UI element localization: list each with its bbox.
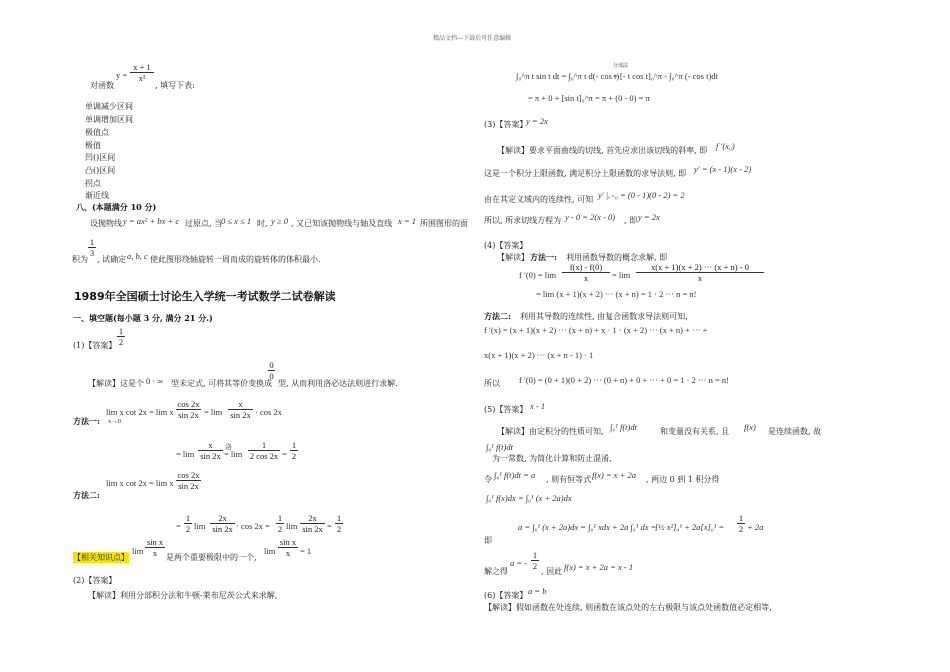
m2-expr: lim x cot 2x = lim x	[106, 478, 174, 488]
indeterminate-form: 0 · ∞	[146, 376, 164, 386]
m2-fraction: cos 2x sin 2x	[177, 470, 200, 491]
table-item: 极值	[85, 141, 101, 150]
function-denominator: x²	[138, 73, 146, 83]
m1-expr: = lim	[176, 449, 195, 459]
m1-result: 1 2	[291, 440, 297, 461]
page-header-note: 精品文档---下载后可任意编辑	[433, 35, 512, 42]
table-item: 单调减少区间	[85, 102, 133, 111]
answer-3-value: y = 2x	[526, 116, 548, 126]
e5-text: , 因此	[541, 567, 563, 576]
e4-result-line: = lim (x + 1)(x + 2) ··· (x + n) = 1 · 2 ··· n = n!	[536, 289, 697, 299]
rel-result: = 1	[300, 546, 312, 556]
function-intro-tail: , 填写下表:	[155, 81, 195, 90]
main-title: 1989年全国硕士讨论生入学统一考试数学二试卷解读	[74, 290, 336, 303]
function-y: y =	[116, 70, 128, 80]
m2-expr: · cos 2x =	[236, 521, 270, 531]
e3-text: 所以, 所求切线方程为	[484, 216, 562, 225]
e5-equation: f(x) = x + 2a	[592, 470, 637, 480]
section-1-heading: 一、填空题(每小题 3 分, 满分 21 分.)	[73, 313, 213, 323]
e5-integral: ∫₀¹ f(t)dt	[610, 422, 637, 432]
q8-condition: y ≥ 0	[271, 216, 288, 226]
e5-text: 令	[484, 475, 492, 484]
m2-expr: lim	[194, 521, 206, 531]
answer-2-label: (2)【答案】	[73, 576, 117, 585]
answer-1-label: (1)【答案】	[73, 341, 117, 350]
e4-text: 所以	[484, 379, 500, 388]
rel-fraction: sin x x	[279, 537, 297, 558]
integral-line-1b: = [- t cos t]₀^π - ∫₀^π (- cos t)dt	[613, 71, 718, 81]
function-intro-label: 对函数	[90, 81, 114, 90]
e3-text: 【解读】要求平面曲线的切线, 首先应求出该切线的斜率, 即	[497, 146, 708, 155]
lhopital-mark: 洛	[225, 443, 232, 451]
q8-text: 时,	[257, 219, 268, 228]
expl-text: 型未定式, 可将其等价变换成	[171, 379, 273, 388]
e6-text: 【解读】假如函数在处连续, 则函数在该点处的左右极限与该点处函数值必定相等,	[484, 603, 772, 612]
method-2-label: 方法二:	[73, 490, 100, 500]
e3-derivative: f ′(x₀)	[716, 141, 735, 151]
m1-fraction: cos 2x sin 2x	[177, 399, 200, 420]
e3-text: , 即	[624, 216, 638, 225]
answer-3-label: (3)【答案】	[484, 120, 528, 129]
m1-expr: =	[282, 449, 287, 459]
e5-text: , 则有恒等式	[546, 475, 592, 484]
m1-fraction: x sin 2x	[228, 399, 253, 420]
m1-expr: = lim	[224, 449, 243, 459]
expl-text: 【解读】这是个	[88, 379, 144, 388]
rel-lim: lim	[132, 546, 144, 556]
e3-text: 由在其定义域内的连续性, 可知	[484, 195, 594, 204]
e3-text: 这是一个积分上限函数, 满足积分上限函数的求导法则, 即	[484, 169, 687, 178]
e5-text: 【解读】由定积分的性质可知,	[497, 427, 604, 436]
q8-text: 使此图形绕轴旋转一周而成的旋转体的体积最小.	[150, 255, 321, 264]
answer-6-label: (6)【答案】	[484, 591, 528, 600]
expl-text: 型, 从而利用洛必达法则进行求解.	[278, 379, 398, 388]
by-parts-mark: 分部法	[613, 64, 629, 69]
e4-text: 利用其导数的连续性, 由复合函数求导法则可知,	[520, 312, 688, 321]
answer-5-label: (5)【答案】	[484, 405, 528, 414]
q8-text: , 试确定	[97, 255, 127, 264]
answer-1-fraction: 1 2	[118, 326, 124, 347]
rel-text: 是两个重要极限中的一个,	[166, 553, 257, 562]
q8-text: 所围图形的面	[420, 219, 468, 228]
e4-derivative-def: = lim	[612, 270, 631, 280]
e5-fraction: 1 2	[532, 550, 538, 571]
m1-fraction: 1 2 cos 2x	[249, 440, 279, 461]
answer-5-value: x - 1	[530, 401, 546, 411]
e4-text: 利用函数导数的概念求解, 即	[566, 253, 668, 262]
lim-subscript: x→0	[108, 418, 121, 425]
q8-range: 0 ≤ x ≤ 1	[221, 216, 252, 226]
e4-method-1: 方法一:	[530, 252, 557, 262]
e5-long-equation: + 2a	[747, 522, 764, 532]
e3-equation: y - 0 = 2(x - 0)	[565, 212, 616, 222]
q8-line-x1: x = 1	[398, 216, 417, 226]
m2-expr: lim	[286, 521, 298, 531]
e5-text: 即	[484, 536, 492, 545]
e3-equation: y′ |ₓ₌₀ = (0 - 1)(0 - 2) = 2	[598, 190, 685, 200]
m2-expr: =	[176, 521, 181, 531]
rel-lim: lim	[264, 546, 276, 556]
q8-parabola: y = ax² + bx + c	[123, 216, 180, 226]
zero-over-zero: 0 0	[269, 360, 274, 381]
rel-fraction: sin x x	[146, 537, 164, 558]
e5-equation: ∫₀¹ f(x)dx = ∫₀¹ (x + 2a)dx	[486, 493, 572, 503]
e5-text: 和变量没有关系, 且	[660, 427, 730, 436]
answer-4-label: (4)【答案】	[484, 241, 528, 250]
table-item: 凹()区间	[85, 153, 116, 162]
table-item: 渐近线	[85, 191, 109, 200]
m2-fraction: 1 2	[185, 513, 191, 534]
e5-long-equation: [½ x²]₀¹ + 2a[x]₀¹ =	[655, 522, 725, 532]
integral-line-1: ∫₀^π t sin t dt = ∫₀^π t d(- cos t)	[516, 71, 620, 81]
table-item: 单调增加区间	[85, 115, 133, 124]
e5-text: 解之得	[484, 567, 508, 576]
m1-fraction: x sin 2x	[198, 440, 223, 461]
m1-expr: · cos 2x	[255, 407, 282, 417]
m1-expr: lim x cot 2x = lim x	[106, 407, 174, 417]
e5-solution: f(x) = x + 2a = x - 1	[564, 562, 634, 572]
e4-fraction: x(x + 1)(x + 2) ··· (x + n) - 0 x	[636, 262, 764, 283]
method-1-label: 方法一:	[73, 416, 100, 426]
integral-line-2: = π + 0 + [sin t]₀^π = π + (0 - 0) = π	[528, 93, 650, 103]
q8-text: , 又已知该抛物线与轴及直线	[291, 219, 393, 228]
e5-text: , 两边 0 到 1 积分得	[646, 475, 720, 484]
e4-derivative-expansion: f ′(x) = (x + 1)(x + 2) ··· (x + n) + x · 1 · (x + 2) ··· (x + n) + ··· +	[484, 325, 708, 335]
e5-solution: a = -	[510, 558, 528, 568]
q8-text: 过原点, 当	[185, 219, 223, 228]
e5-long-equation: a = ∫₀¹ (x + 2a)dx = ∫₀¹ xdx + 2a ∫₀¹ dx =	[518, 522, 657, 532]
e4-text: 【解读】	[497, 253, 529, 262]
q8-coefficients: a, b, c	[127, 251, 148, 261]
m1-expr: = lim	[204, 407, 223, 417]
m2-fraction: 2x sin 2x	[210, 513, 235, 534]
e4-derivative-expansion: x(x + 1)(x + 2) ··· (x + n - 1) · 1	[484, 350, 594, 360]
q8-text: 设抛物线	[90, 219, 122, 228]
e5-equation: ∫₀¹ f(t)dt = a	[494, 470, 536, 480]
e3-equation: y′ = (x - 1)(x - 2)	[694, 164, 752, 174]
function-numerator: x + 1	[133, 62, 151, 72]
e5-fraction: 1 2	[738, 513, 744, 534]
table-item: 拐点	[85, 179, 101, 188]
explanation-2: 【解读】利用分部积分法和牛顿-莱布尼茨公式来求解,	[88, 591, 278, 600]
table-item: 极值点	[85, 128, 109, 137]
table-item: 凸()区间	[85, 166, 116, 175]
m2-result: 1 2	[336, 513, 342, 534]
related-knowledge-label: 【相关知识点】	[73, 553, 129, 562]
e5-text: 为一常数, 为简化计算和防止混淆,	[492, 454, 612, 463]
m2-expr: =	[327, 521, 332, 531]
e5-fx: f(x)	[744, 422, 756, 432]
answer-6-value: a = b	[528, 586, 547, 596]
e3-equation: y = 2x	[638, 212, 660, 222]
e5-integral: ∫₀¹ f(t)dt	[486, 442, 513, 452]
function-fraction	[130, 62, 154, 83]
e4-final: f ′(0) = (0 + 1)(0 + 2) ··· (0 + n) + 0 + ··· + 0 = 1 · 2 ··· n = n!	[519, 375, 729, 385]
m2-fraction: 1 2	[277, 513, 283, 534]
m2-fraction: 2x sin 2x	[300, 513, 325, 534]
question-8-heading: 八、(本题满分 10 分)	[76, 202, 157, 212]
e5-text: 是连续函数, 故	[768, 427, 822, 436]
q8-area-fraction: 1 3	[89, 237, 95, 258]
e4-method-2: 方法二:	[484, 311, 511, 321]
q8-text: 积为	[72, 255, 88, 264]
e4-derivative-def: f ′(0) = lim	[519, 270, 557, 280]
e4-fraction: f(x) - f(0) x	[562, 262, 610, 283]
